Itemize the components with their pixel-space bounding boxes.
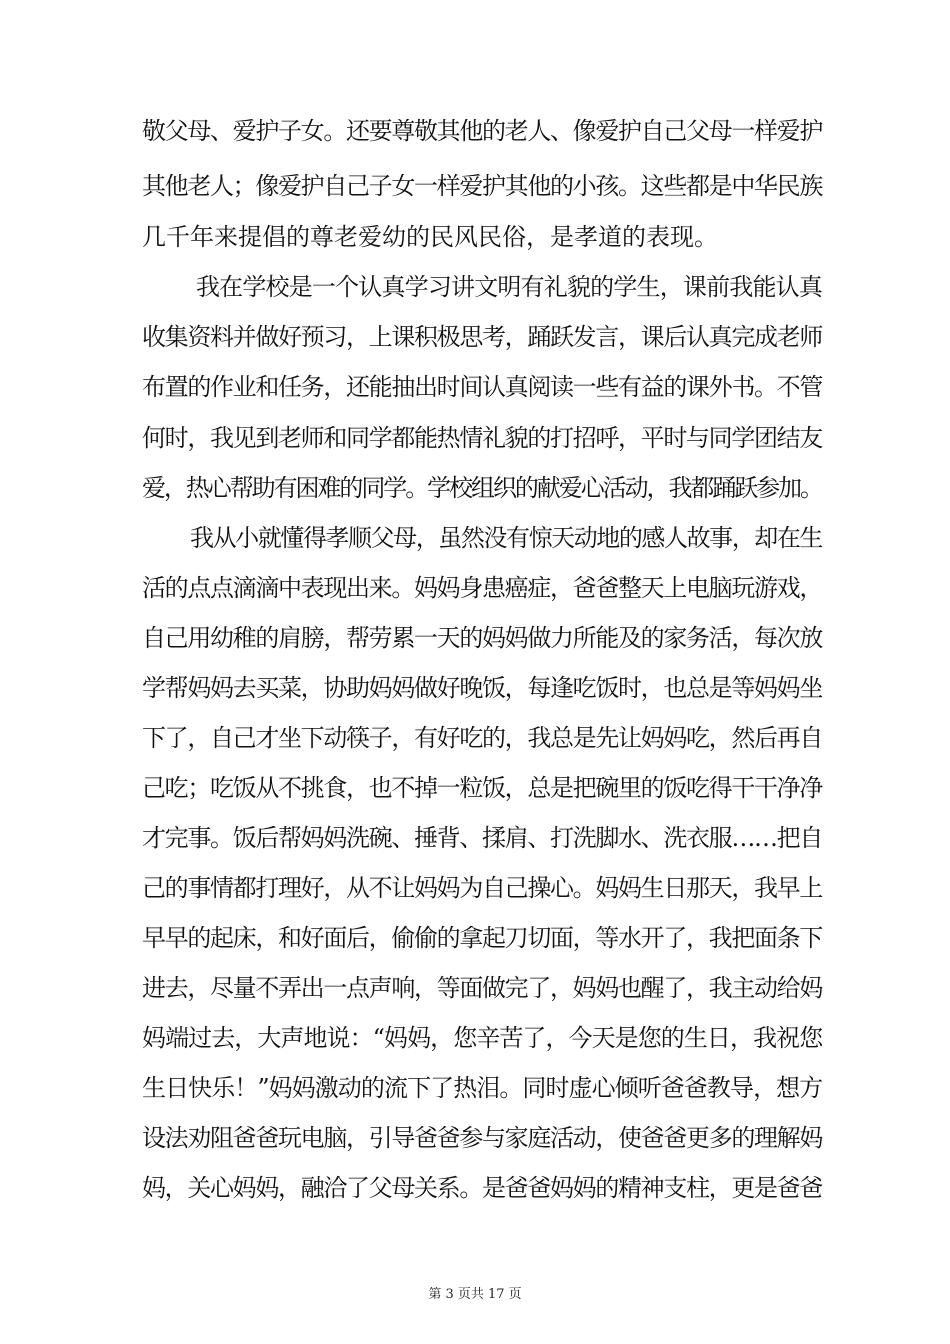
- text-line: 收集资料并做好预习，上课积极思考，踊跃发言，课后认真完成老师: [142, 323, 822, 351]
- text-line: 自己用幼稚的肩膀，帮劳累一天的妈妈做力所能及的家务活，每次放: [142, 624, 822, 652]
- text-line: 几千年来提倡的尊老爱幼的民风民俗，是孝道的表现。: [142, 223, 718, 251]
- text-line: 进去，尽量不弄出一点声响，等面做完了，妈妈也醒了，我主动给妈: [142, 974, 822, 1002]
- paragraph-first-line: 我在学校是一个认真学习讲文明有礼貌的学生，课前我能认真: [196, 273, 822, 301]
- text-line: 敬父母、爱护子女。还要尊敬其他的老人、像爱护自己父母一样爱护: [142, 117, 822, 145]
- text-line: 下了，自己才坐下动筷子，有好吃的，我总是先让妈妈吃，然后再自: [142, 724, 822, 752]
- paragraph-first-line: 我从小就懂得孝顺父母，虽然没有惊天动地的感人故事，却在生: [190, 524, 822, 552]
- text-line: 活的点点滴滴中表现出来。妈妈身患癌症，爸爸整天上电脑玩游戏，: [142, 574, 822, 602]
- text-line: 生日快乐！”妈妈激动的流下了热泪。同时虚心倾听爸爸教导，想方: [142, 1074, 823, 1102]
- text-line: 早早的起床，和好面后，偷偷的拿起刀切面，等水开了，我把面条下: [142, 924, 822, 952]
- text-line: 布置的作业和任务，还能抽出时间认真阅读一些有益的课外书。不管: [142, 373, 822, 401]
- text-line: 其他老人；像爱护自己子女一样爱护其他的小孩。这些都是中华民族: [142, 172, 822, 200]
- text-line: 妈，关心妈妈，融洽了父母关系。是爸爸妈妈的精神支柱，更是爸爸: [142, 1174, 822, 1202]
- text-line: 设法劝阻爸爸玩电脑，引导爸爸参与家庭活动，使爸爸更多的理解妈: [142, 1124, 822, 1152]
- text-line: 何时，我见到老师和同学都能热情礼貌的打招呼，平时与同学团结友: [142, 424, 822, 452]
- text-line: 爱，热心帮助有困难的同学。学校组织的献爱心活动，我都踊跃参加。: [142, 474, 822, 502]
- text-line: 学帮妈妈去买菜，协助妈妈做好晚饭，每逢吃饭时，也总是等妈妈坐: [142, 674, 822, 702]
- text-line: 己吃；吃饭从不挑食，也不掉一粒饭，总是把碗里的饭吃得干干净净: [142, 774, 822, 802]
- text-line: 己的事情都打理好，从不让妈妈为自己操心。妈妈生日那天，我早上: [142, 874, 822, 902]
- text-line: 妈端过去，大声地说：“妈妈，您辛苦了，今天是您的生日，我祝您: [142, 1024, 823, 1052]
- page-number-footer: 第 3 页共 17 页: [428, 1287, 522, 1302]
- text-line: 才完事。饭后帮妈妈洗碗、捶背、揉肩、打洗脚水、洗衣服……把自: [142, 824, 822, 852]
